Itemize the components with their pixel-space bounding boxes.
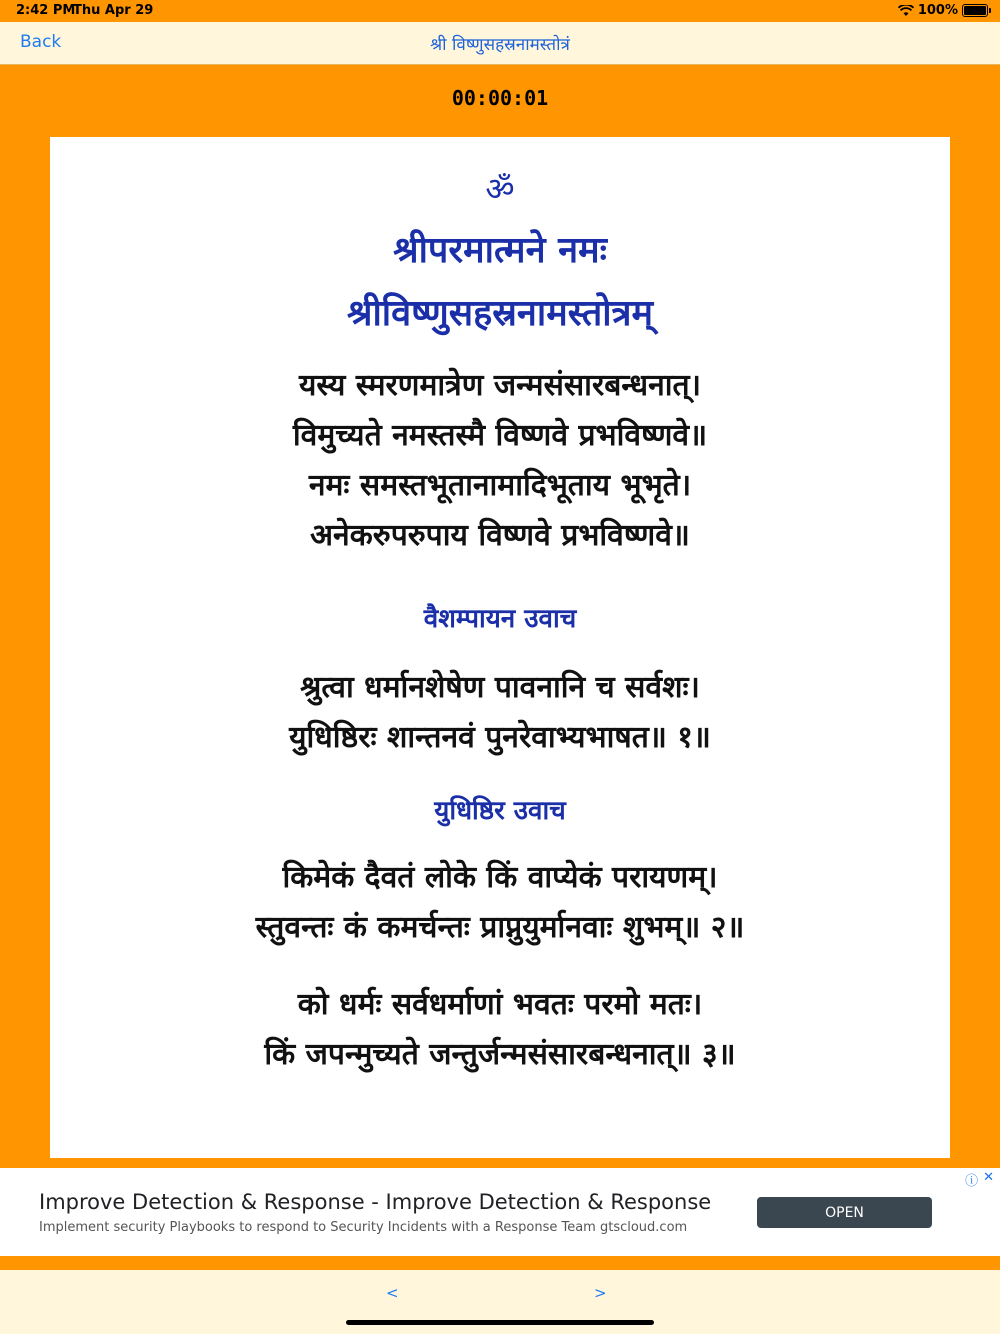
ad-choices[interactable]: [965, 1170, 994, 1189]
home-indicator[interactable]: [346, 1320, 654, 1325]
elapsed-timer: 00:00:01: [451, 86, 549, 110]
ad-banner[interactable]: [0, 1168, 1000, 1256]
wifi-icon: [898, 5, 914, 17]
battery-icon: [962, 4, 988, 17]
verse-line: को धर्मः सर्वधर्माणां भवतः परमो मतः।: [297, 987, 703, 1022]
ad-open-button[interactable]: OPEN: [757, 1197, 932, 1228]
status-date: Thu Apr 29: [73, 3, 154, 18]
ad-body[interactable]: Implement security Playbooks to respond to Security Incidents with a Response Team gtscloud.com: [39, 1220, 688, 1235]
navigation-bar: [0, 22, 1000, 65]
verse-line: युधिष्ठिरः शान्तनवं पुनरेवाभ्यभाषत॥ १॥: [289, 720, 711, 755]
page-title: श्री विष्णुसहस्रनामस्तोत्रं: [430, 35, 570, 55]
verse-line: विमुच्यते नमस्तस्मै विष्णवे प्रभविष्णवे॥: [292, 418, 708, 453]
verse-line: किमेकं दैवतं लोके किं वाप्येकं परायणम्।: [282, 860, 718, 895]
verse-line: स्तुवन्तः कं कमर्चन्तः प्राप्नुयुर्मानवाः शुभम्॥ २॥: [255, 910, 745, 945]
back-button[interactable]: Back: [20, 32, 62, 52]
previous-page-button[interactable]: <: [386, 1284, 399, 1302]
stotra-page: [50, 137, 950, 1158]
close-icon[interactable]: ✕: [983, 1170, 994, 1185]
status-time: 2:42 PM: [16, 3, 76, 18]
status-bar: [0, 0, 1000, 22]
verse-line: यस्य स्मरणमात्रेण जन्मसंसारबन्धनात्।: [298, 368, 701, 403]
verse-line: अनेकरुपरुपाय विष्णवे प्रभविष्णवे॥: [310, 518, 690, 553]
verse-line: नमः समस्तभूतानामादिभूताय भूभृते।: [308, 468, 692, 503]
heading-stotram: श्रीविष्णुसहस्रनामस्तोत्रम्: [346, 292, 653, 334]
heading-paramatmane: श्रीपरमात्मने नमः: [393, 229, 607, 271]
speaker-vaishampayana: वैशम्पायन उवाच: [423, 604, 577, 634]
ad-headline[interactable]: Improve Detection & Response - Improve Detection & Response: [39, 1190, 712, 1214]
status-right: [898, 3, 988, 18]
speaker-yudhishthira: युधिष्ठिर उवाच: [434, 796, 566, 826]
info-icon[interactable]: ⓘ: [965, 1174, 979, 1189]
battery-percent: 100%: [917, 3, 958, 18]
verse-line: श्रुत्वा धर्मानशेषेण पावनानि च सर्वशः।: [300, 670, 700, 705]
om-symbol: ॐ: [485, 170, 515, 208]
next-page-button[interactable]: >: [594, 1284, 607, 1302]
verse-line: किं जपन्मुच्यते जन्तुर्जन्मसंसारबन्धनात्॥ ३॥: [264, 1037, 736, 1072]
